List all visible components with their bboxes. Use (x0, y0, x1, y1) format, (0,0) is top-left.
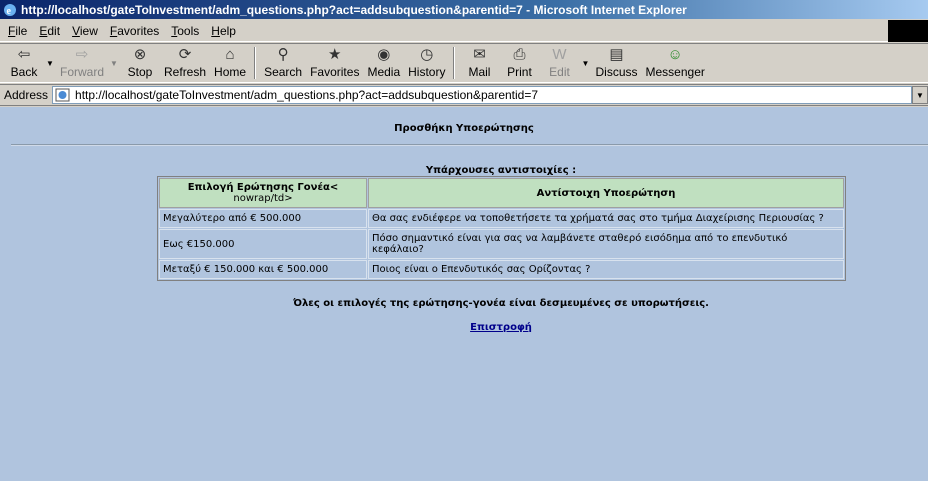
table-row (159, 260, 844, 279)
edit-dropdown[interactable]: ▼ (581, 58, 590, 68)
windows-logo-icon (888, 20, 928, 42)
page-content (0, 107, 928, 481)
back-arrow-icon: ⇦ (17, 46, 31, 63)
print-icon: ⎙ (513, 46, 526, 63)
favorites-icon: ★ (328, 46, 342, 63)
cell-subquestion: Πόσο σημαντικό είναι για σας να λαμβάνετε σταθερό εισόδημα από το επενδυτικό κεφάλαιο? (368, 229, 844, 259)
history-button[interactable]: ◷ History (408, 46, 446, 79)
menu-bar (0, 20, 928, 42)
favorites-button[interactable]: ★ Favorites (310, 46, 360, 79)
mappings-table (157, 176, 846, 281)
address-label: Address (4, 88, 49, 102)
cell-subquestion: Θα σας ενδιέφερε να τοποθετήσετε τα χρήματά σας στο τμήμα Διαχείρισης Περιουσίας ? (368, 209, 844, 228)
media-button[interactable]: ◉ Media (367, 46, 401, 79)
page-icon (55, 88, 71, 102)
back-button[interactable]: ⇦ Back (10, 46, 38, 79)
messenger-icon: ☺ (667, 46, 683, 63)
forward-dropdown[interactable]: ▼ (110, 58, 118, 68)
home-icon: ⌂ (225, 46, 235, 63)
messenger-button[interactable]: ☺ Messenger (645, 46, 705, 79)
media-icon: ◉ (377, 46, 391, 63)
page-title: Προσθήκη Υποερώτησης (394, 123, 534, 134)
cell-choice: Εως €150.000 (159, 229, 367, 259)
ie-logo-icon (3, 3, 17, 17)
cell-choice: Μεταξύ € 150.000 και € 500.000 (159, 260, 367, 279)
mail-icon: ✉ (473, 46, 486, 63)
stop-button[interactable]: ⊗ Stop (127, 46, 153, 79)
forward-button[interactable]: ⇨ Forward (60, 46, 105, 79)
column-header-parent-choice: Επιλογή Ερώτησης Γονέα< nowrap/td> (159, 178, 367, 208)
table-header-row (159, 178, 844, 208)
existing-mappings-heading: Υπάρχουσες αντιστοιχίες : (425, 165, 577, 176)
menu-favorites[interactable]: Favorites (109, 23, 160, 38)
table-row (159, 229, 844, 259)
discuss-icon: ▤ (609, 46, 624, 63)
window-title: http://localhost/gateToInvestment/adm_questions.php?act=addsubquestion&parentid=7 - Microsoft Internet Explorer (21, 2, 687, 17)
window-title-bar (0, 0, 928, 19)
discuss-button[interactable]: ▤ Discuss (595, 46, 638, 79)
all-choices-bound-notice: Όλες οι επιλογές της ερώτησης-γονέα είναι δεσμευμένες σε υπορωτήσεις. (293, 298, 709, 309)
search-button[interactable]: ⚲ Search (264, 46, 303, 79)
edit-icon: W (552, 46, 567, 63)
cell-choice: Μεγαλύτερο από € 500.000 (159, 209, 367, 228)
refresh-button[interactable]: ⟳ Refresh (164, 46, 207, 79)
menu-tools[interactable]: Tools (171, 23, 200, 38)
standard-toolbar (0, 43, 928, 83)
menu-edit[interactable]: Edit (39, 23, 61, 38)
horizontal-rule (11, 144, 928, 146)
refresh-icon: ⟳ (178, 46, 192, 63)
svg-text:e: e (6, 5, 11, 17)
column-header-subquestion: Αντίστοιχη Υποερώτηση (368, 178, 844, 208)
address-dropdown[interactable]: ▼ (912, 86, 928, 104)
mail-button[interactable]: ✉ Mail (468, 46, 491, 79)
toolbar-separator (254, 47, 256, 79)
stop-icon: ⊗ (133, 46, 147, 63)
menu-view[interactable]: View (72, 23, 98, 38)
toolbar-separator (453, 47, 455, 79)
back-link-container (0, 322, 928, 333)
address-url: http://localhost/gateToInvestment/adm_questions.php?act=addsubquestion&parentid=7 (75, 88, 539, 102)
address-input[interactable] (52, 86, 912, 104)
history-icon: ◷ (420, 46, 434, 63)
table-row (159, 209, 844, 228)
back-link[interactable]: Επιστροφή (470, 322, 532, 333)
back-dropdown[interactable]: ▼ (46, 58, 54, 68)
menu-help[interactable]: Help (211, 23, 236, 38)
home-button[interactable]: ⌂ Home (214, 46, 247, 79)
cell-subquestion: Ποιος είναι ο Επενδυτικός σας Ορίζοντας ? (368, 260, 844, 279)
address-bar (0, 84, 928, 106)
search-icon: ⚲ (277, 46, 289, 63)
forward-arrow-icon: ⇨ (75, 46, 89, 63)
menu-file[interactable]: File (8, 23, 28, 38)
print-button[interactable]: ⎙ Print (507, 46, 532, 79)
edit-button[interactable]: W Edit (549, 46, 570, 79)
